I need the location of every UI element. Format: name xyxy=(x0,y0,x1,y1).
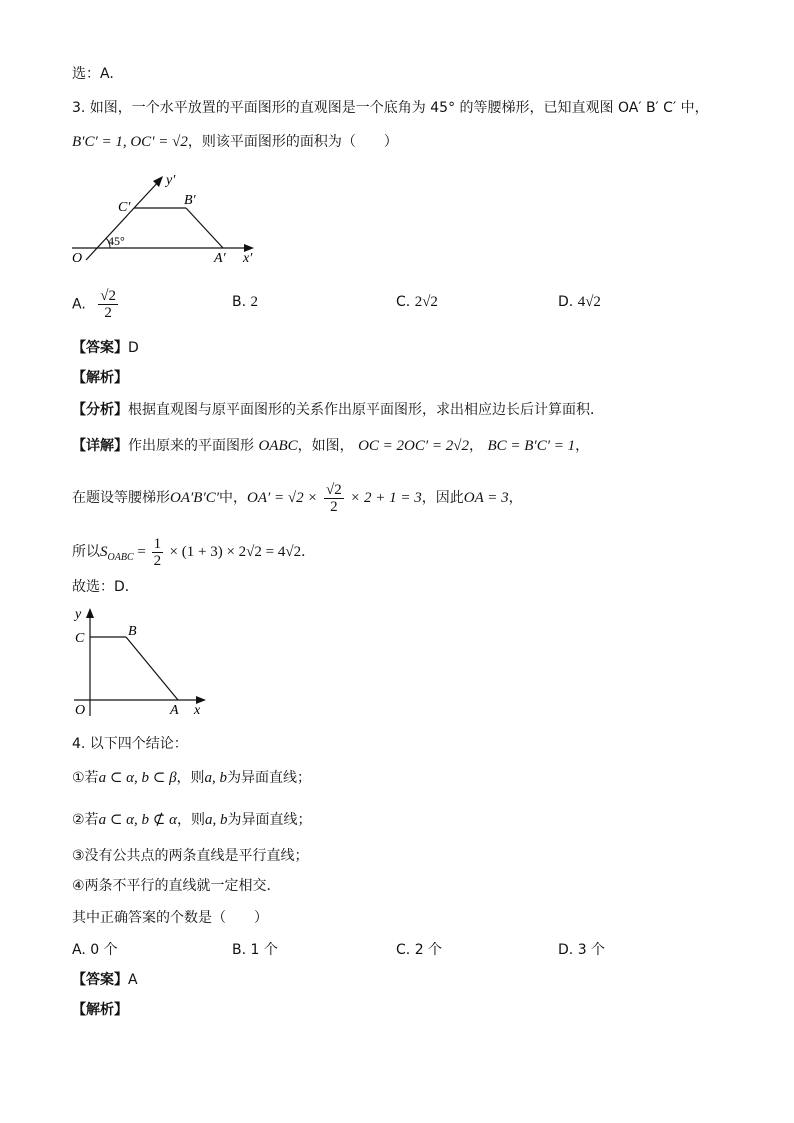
xiangjie-text: ， xyxy=(575,438,590,454)
q4-question: 其中正确答案的个数是（ ） xyxy=(72,910,268,926)
option-value: 3 个 xyxy=(577,942,606,958)
fraction-denominator: 2 xyxy=(104,305,112,321)
statement-text: ①若 xyxy=(72,770,99,786)
fig1-right-edge xyxy=(186,208,223,248)
explain-text: 所以 xyxy=(72,544,100,560)
area-symbol: S xyxy=(100,544,108,560)
q3-option-d xyxy=(558,292,601,312)
option-value: 2 个 xyxy=(414,942,443,958)
fig1-label-angle: 45° xyxy=(108,234,125,248)
fig1-label-c: C′ xyxy=(118,200,131,215)
option-letter: B. xyxy=(232,294,247,310)
q4-statement-2 xyxy=(72,810,311,830)
statement-math: a ⊂ α, b ⊄ α xyxy=(98,812,177,828)
explain-math: OA = 3 xyxy=(463,490,509,506)
q3-xiangjie xyxy=(72,436,589,456)
statement-text: 为异面直线； xyxy=(227,770,312,786)
fig2-label-x: x xyxy=(194,703,201,718)
explain-math: OA′ = √2 × xyxy=(247,490,318,506)
answer-tag: 【答案】 xyxy=(72,340,128,356)
q4-statement-1 xyxy=(72,768,311,788)
fig2-label-o: O xyxy=(75,703,86,718)
q4-statement-4: ④两条不平行的直线就一定相交． xyxy=(72,878,281,894)
q4-option-a xyxy=(72,940,118,960)
q3-figure-oblique xyxy=(68,168,268,268)
fig2-slant-edge xyxy=(126,637,178,700)
explain-text: ． xyxy=(301,544,316,560)
fig2-label-b: B xyxy=(128,624,137,639)
option-value: 4√2 xyxy=(577,294,601,310)
fig1-label-y: y′ xyxy=(166,173,176,188)
fraction-numerator: √2 xyxy=(325,481,342,498)
area-fraction xyxy=(152,536,164,569)
fenxi-tag: 【分析】 xyxy=(72,402,128,418)
fig2-label-a: A xyxy=(170,703,179,718)
fraction-numerator: 1 xyxy=(153,535,162,552)
option-letter: B. xyxy=(232,942,247,958)
area-subscript: OABC xyxy=(107,551,134,563)
option-value: 0 个 xyxy=(90,942,118,958)
explain-text: ，因此 xyxy=(421,490,464,506)
statement-math: a, b xyxy=(204,770,228,786)
option-value: 2 xyxy=(250,294,259,310)
fenxi-text: 根据直观图与原平面图形的关系作出原平面图形，求出相应边长后计算面积． xyxy=(128,402,604,418)
q3-answer xyxy=(72,338,139,358)
q3-stem-tail: ，则该平面图形的面积为（ ） xyxy=(187,134,398,150)
q4-stem: 4. 以下四个结论： xyxy=(72,736,188,752)
option-value: 1 个 xyxy=(250,942,278,958)
fraction-numerator: √2 xyxy=(100,288,116,304)
q3-line-area xyxy=(72,534,315,576)
q3-analysis-tag xyxy=(72,368,128,388)
fig2-y-arrow xyxy=(86,608,94,618)
explain-math: OA′B′C′ xyxy=(170,490,220,506)
xiangjie-text: ，如图， xyxy=(297,438,354,454)
q4-answer xyxy=(72,970,138,990)
explain-text: ， xyxy=(508,490,523,506)
q4-statement-3: ③没有公共点的两条直线是平行直线； xyxy=(72,848,309,864)
statement-math: a, b xyxy=(204,812,228,828)
xiangjie-math: BC = B′C′ = 1 xyxy=(487,438,576,454)
fig1-label-o: O xyxy=(72,251,83,266)
answer-tag: 【答案】 xyxy=(72,972,128,988)
option-letter: D. xyxy=(558,942,574,958)
xiangjie-math: OC = 2OC′ = 2√2 xyxy=(358,438,470,454)
q3-given-math: B′C′ = 1, OC′ = √2 xyxy=(72,134,188,150)
option-letter: A. xyxy=(72,942,86,958)
explain-math: = xyxy=(133,544,150,560)
option-letter: C. xyxy=(396,942,411,958)
q3-option-a-fraction xyxy=(98,288,118,321)
q3-stem-line2 xyxy=(72,132,398,152)
explain-text: 在题设等腰梯形 xyxy=(72,490,170,506)
fig2-label-c: C xyxy=(75,631,85,646)
statement-text: 为异面直线； xyxy=(227,812,312,828)
fig2-label-y: y xyxy=(75,607,82,622)
q4-option-d xyxy=(558,940,605,960)
q3-option-c xyxy=(396,292,438,312)
q3-option-b xyxy=(232,292,258,312)
q4-analysis-tag xyxy=(72,1000,128,1020)
fig1-label-x: x′ xyxy=(243,251,253,266)
oa-fraction xyxy=(324,482,344,515)
q3-conclusion: 故选：D． xyxy=(72,579,139,595)
xiangjie-text: ， xyxy=(469,438,484,454)
answer-value: A xyxy=(128,972,138,988)
q3-figure-original xyxy=(70,604,210,720)
xiangjie-math: OABC xyxy=(258,438,298,454)
option-letter: A. xyxy=(72,296,86,313)
explain-math: × 2 + 1 = 3 xyxy=(350,490,422,506)
option-letter: D. xyxy=(558,294,574,310)
statement-text: ，则 xyxy=(176,812,205,828)
xiangjie-text: 作出原来的平面图形 xyxy=(128,438,254,454)
explain-text: 中， xyxy=(219,490,248,506)
fig1-label-b: B′ xyxy=(184,193,196,208)
q3-stem-line1: 3. 如图，一个水平放置的平面图形的直观图是一个底角为 45° 的等腰梯形，已知直观图 OA′ B′ C′ 中， xyxy=(72,100,709,116)
answer-value: D xyxy=(128,340,139,356)
statement-text: ②若 xyxy=(72,812,99,828)
fraction-denominator: 2 xyxy=(330,498,338,515)
explain-math: × (1 + 3) × 2√2 = 4√2 xyxy=(169,544,302,560)
statement-text: ，则 xyxy=(176,770,205,786)
option-letter: C. xyxy=(396,294,411,310)
statement-math: a ⊂ α, b ⊂ β xyxy=(98,770,177,786)
prev-answer: 选：A. xyxy=(72,66,114,82)
analysis-tag: 【解析】 xyxy=(72,1002,128,1018)
q3-option-a xyxy=(72,288,120,321)
option-value: 2√2 xyxy=(414,294,438,310)
q4-option-c xyxy=(396,940,442,960)
fig1-label-a: A′ xyxy=(214,251,226,266)
fraction-denominator: 2 xyxy=(153,552,162,569)
q4-option-b xyxy=(232,940,278,960)
analysis-tag: 【解析】 xyxy=(72,370,128,386)
q3-line-oa xyxy=(72,480,523,516)
q3-fenxi xyxy=(72,400,604,420)
xiangjie-tag: 【详解】 xyxy=(72,438,128,454)
